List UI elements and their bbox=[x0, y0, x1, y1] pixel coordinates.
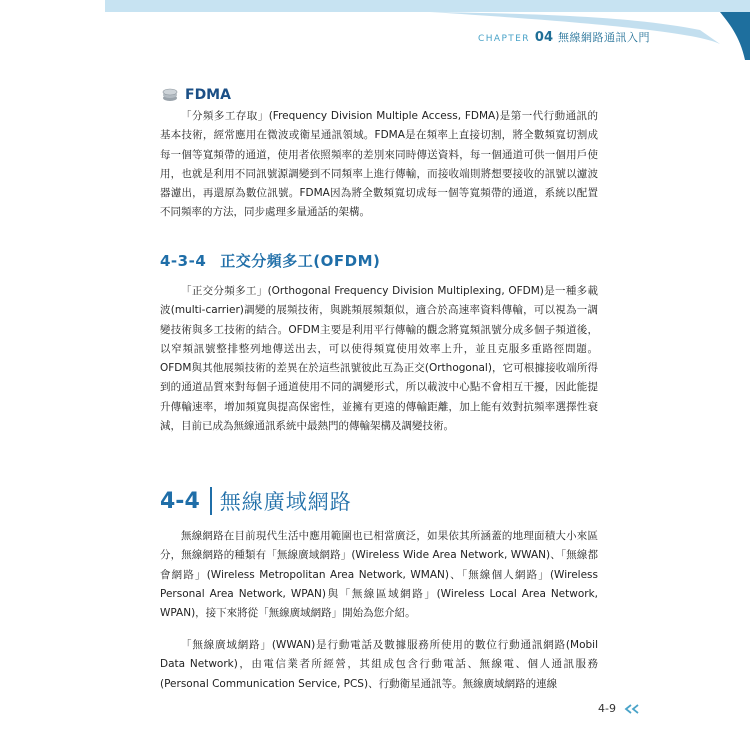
page-footer bbox=[598, 702, 642, 715]
wwan-paragraph-2: 「無線廣域網路」(WWAN)是行動電話及數據服務所使用的數位行動通訊網路(Mobil Data Network)，由電信業者所經營，其組成包含行動電話、無線電、個人通訊服務(Personal Communication Service, PCS)、行動衛星通訊等。無線廣域網路的連線 bbox=[160, 639, 598, 690]
fdma-title: FDMA bbox=[185, 87, 231, 103]
fdma-paragraph: 「分頻多工存取」(Frequency Division Multiple Access, FDMA)是第一代行動通訊的基本技術，經常應用在微波或衛星通訊領域。FDMA是在頻率上直接切割，將全數頻寬切割成每一個等寬頻帶的通道，使用者依照頻率的差別來同時傳送資料，每一個通道可供一個用戶使用，也就是利用不同訊號源調變到不同頻率上進行傳輸，而接收端則將想要接收的訊號以濾波器濾出，再還原為數位訊號。FDMA因為將全數頻寬切成每一個等寬頻帶的通道，系統以配置不同頻率的方法，同步處理多量通話的架構。 bbox=[160, 110, 598, 219]
heading-divider bbox=[210, 487, 212, 515]
section-4-4-title: 無線廣域網路 bbox=[219, 490, 352, 514]
wwan-paragraph-1: 無線網路在目前現代生活中應用範圍也已相當廣泛，如果依其所涵蓋的地理面積大小來區分，無線網路的種類有「無線廣域網路」(Wireless Wide Area Network, WWAN)、「無線都會網路」(Wireless Metropolitan Area Network, WMAN)、「無線個人網路」(Wireless Personal Area Network, WPAN)與「無線區域網路」(Wireless Local Area Network, WPAN)，接下來將從「無線廣域網路」開始為您介紹。 bbox=[160, 530, 598, 620]
section-4-3-4-heading bbox=[160, 250, 380, 271]
section-4-4-heading bbox=[160, 486, 352, 516]
chapter-title: 無線網路通訊入門 bbox=[558, 31, 650, 44]
stacked-disc-icon bbox=[162, 88, 178, 102]
running-header bbox=[478, 29, 650, 45]
section-4-4-number: 4-4 bbox=[160, 488, 200, 514]
chapter-word: CHAPTER bbox=[478, 34, 530, 44]
fdma-heading bbox=[162, 87, 231, 103]
section-title: 正交分頻多工(OFDM) bbox=[220, 252, 381, 270]
double-chevron-left-icon bbox=[624, 704, 642, 714]
page-number: 4-9 bbox=[598, 702, 616, 715]
ofdm-paragraph: 「正交分頻多工」(Orthogonal Frequency Division Multiplexing, OFDM)是一種多載波(multi-carrier)調變的展頻技術，與跳頻展頻類似，適合於高速率資料傳輸，可以視為一調變技術與多工技術的結合。OFDM主要是利用平行傳輸的觀念將寬頻訊號分成多個子頻道後，以窄頻訊號整排整列地傳送出去，可以使得頻寬使用效率上升，並且克服多重路徑問題。OFDM與其他展頻技術的差異在於這些訊號彼此互為正交(Orthogonal)，它可根據接收端所得到的通道品質來對每個子通道使用不同的調變形式，所以載波中心點不會相互干擾，因此能提升傳輸速率，增加頻寬與提高保密性，並擁有更遠的傳輸距離，加上能有效對抗頻率選擇性衰減，目前已成為無線通訊系統中最熱門的傳輸架構及調變技術。 bbox=[160, 285, 598, 433]
chapter-number: 04 bbox=[534, 30, 553, 45]
section-number: 4-3-4 bbox=[160, 252, 207, 270]
